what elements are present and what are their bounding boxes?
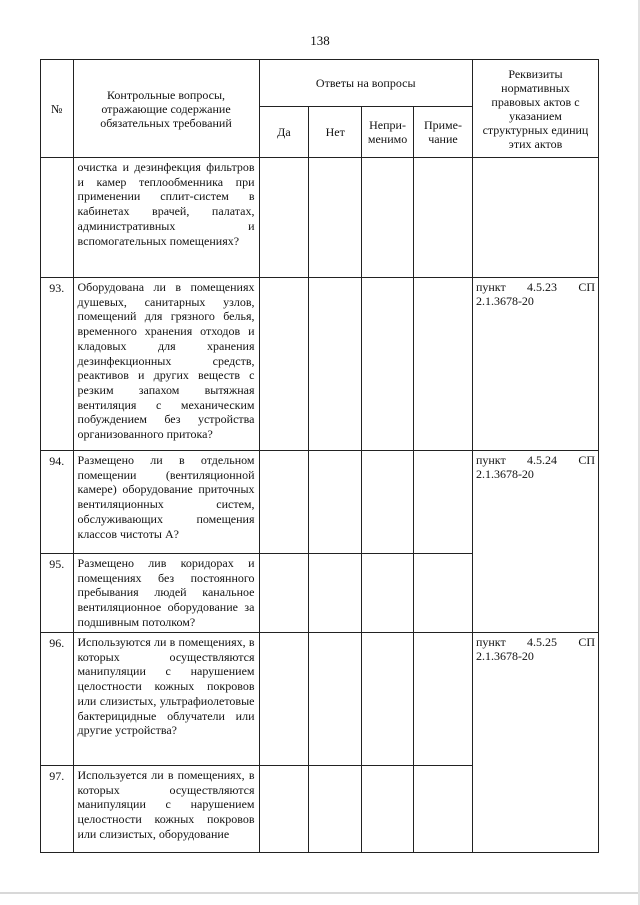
table-row	[41, 633, 599, 766]
answer-no-cell	[309, 554, 362, 633]
question-text: Используется ли в помещениях, в которых осуществляются манипуляции с нарушением целостности кожных покровов или слизистых, оборудование	[73, 766, 259, 853]
question-text: очистка и дезинфекция фильтров и камер теплообменника при применении сплит-систем в кабинетах врачей, палатах, административных и вспомогательных помещениях?	[73, 158, 259, 278]
answer-yes-cell	[259, 766, 309, 853]
header-question: Контрольные вопросы, отражающие содержание обязательных требований	[73, 60, 259, 158]
row-number: 96.	[41, 633, 74, 766]
answer-note-cell	[413, 158, 472, 278]
answer-yes-cell	[259, 451, 309, 554]
requisite-text: пункт 4.5.23 СП 2.1.3678-20	[472, 278, 598, 451]
header-yes: Да	[259, 107, 309, 158]
answer-no-cell	[309, 766, 362, 853]
answer-no-cell	[309, 278, 362, 451]
answer-na-cell	[362, 158, 414, 278]
answer-yes-cell	[259, 278, 309, 451]
table-row	[41, 451, 599, 554]
answer-no-cell	[309, 633, 362, 766]
answer-na-cell	[362, 554, 414, 633]
answer-no-cell	[309, 158, 362, 278]
table-row	[41, 158, 599, 278]
header-note: Приме-чание	[413, 107, 472, 158]
table-row	[41, 278, 599, 451]
header-row-1	[41, 60, 599, 107]
answer-note-cell	[413, 451, 472, 554]
answer-na-cell	[362, 766, 414, 853]
question-text: Используются ли в помещениях, в которых осуществляются манипуляции с нарушением целостности кожных покровов или слизистых, ультрафиолетовые бактерицидные облучатели или другие устройства?	[73, 633, 259, 766]
header-requisites: Реквизиты нормативных правовых актов с указанием структурных единиц этих актов	[472, 60, 598, 158]
header-no: Нет	[309, 107, 362, 158]
question-text: Оборудована ли в помещениях душевых, санитарных узлов, помещений для грязного белья, временного хранения отходов и кладовых для хранения дезинфекционных средств, реактивов и других веществ с резким запахом вытяжная вентиляция с механическим побуждением без устройства организованного притока?	[73, 278, 259, 451]
row-number: 97.	[41, 766, 74, 853]
checklist-table	[40, 59, 599, 853]
answer-yes-cell	[259, 158, 309, 278]
answer-na-cell	[362, 451, 414, 554]
scan-edge-bottom	[0, 892, 640, 894]
page-number: 138	[310, 33, 330, 48]
answer-na-cell	[362, 278, 414, 451]
answer-note-cell	[413, 554, 472, 633]
requisite-text	[472, 158, 598, 278]
row-number	[41, 158, 74, 278]
answer-no-cell	[309, 451, 362, 554]
answer-note-cell	[413, 278, 472, 451]
row-number: 93.	[41, 278, 74, 451]
answer-yes-cell	[259, 633, 309, 766]
answer-note-cell	[413, 766, 472, 853]
question-text: Размещено лив коридорах и помещениях без постоянного пребывания людей канальное вентиляционное оборудование за подшивным потолком?	[73, 554, 259, 633]
requisite-text: пункт 4.5.25 СП 2.1.3678-20	[472, 633, 598, 853]
header-not-applicable: Непри-менимо	[362, 107, 414, 158]
answer-note-cell	[413, 633, 472, 766]
question-text: Размещено ли в отдельном помещении (вентиляционной камере) оборудование приточных вентиляционных систем, обслуживающих помещения классов чистоты А?	[73, 451, 259, 554]
requisite-text: пункт 4.5.24 СП 2.1.3678-20	[472, 451, 598, 633]
row-number: 94.	[41, 451, 74, 554]
header-num: №	[41, 60, 74, 158]
answer-yes-cell	[259, 554, 309, 633]
header-answers: Ответы на вопросы	[259, 60, 472, 107]
answer-na-cell	[362, 633, 414, 766]
row-number: 95.	[41, 554, 74, 633]
